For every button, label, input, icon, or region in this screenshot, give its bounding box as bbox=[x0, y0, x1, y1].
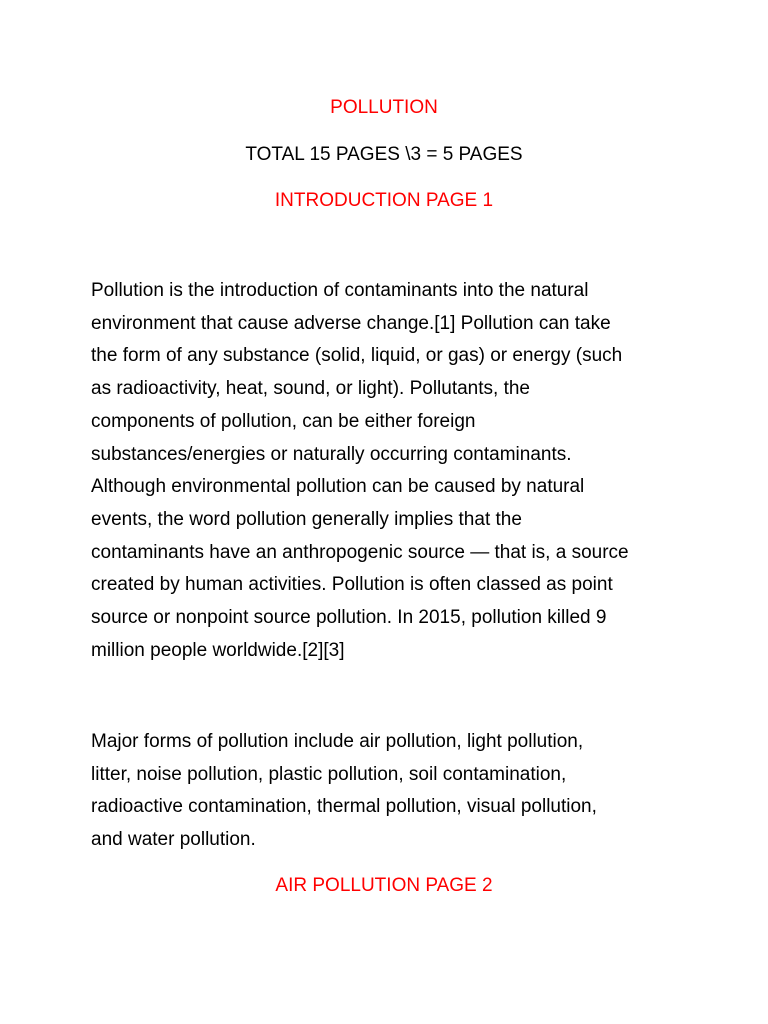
section-heading-air-pollution: AIR POLLUTION PAGE 2 bbox=[275, 875, 493, 896]
paragraph-line: litter, noise pollution, plastic pollution, soil contamination, bbox=[91, 763, 567, 785]
major-forms-paragraph bbox=[91, 726, 681, 857]
paragraph-line: components of pollution, can be either foreign bbox=[91, 410, 476, 432]
paragraph-line: events, the word pollution generally implies that the bbox=[91, 508, 522, 530]
paragraph-line: Pollution is the introduction of contaminants into the natural bbox=[91, 280, 589, 301]
paragraph-line: Major forms of pollution include air pollution, light pollution, bbox=[91, 731, 584, 752]
paragraph-line: Although environmental pollution can be caused by natural bbox=[91, 476, 585, 498]
paragraph-line: as radioactivity, heat, sound, or light). Pollutants, the bbox=[91, 378, 530, 400]
document-title: POLLUTION bbox=[330, 97, 438, 118]
paragraph-line: created by human activities. Pollution is often classed as point bbox=[91, 574, 613, 596]
paragraph-line: environment that cause adverse change.[1] Pollution can take bbox=[91, 312, 611, 334]
paragraph-line: million people worldwide.[2][3] bbox=[91, 639, 345, 661]
paragraph-line: contaminants have an anthropogenic source — that is, a source bbox=[91, 541, 629, 563]
paragraph-line: radioactive contamination, thermal pollution, visual pollution, bbox=[91, 796, 597, 818]
intro-paragraph bbox=[91, 275, 681, 667]
paragraph-line: and water pollution. bbox=[91, 829, 256, 851]
total-pages-note: TOTAL 15 PAGES \3 = 5 PAGES bbox=[245, 144, 523, 165]
section-heading-introduction: INTRODUCTION PAGE 1 bbox=[274, 190, 494, 211]
paragraph-line: substances/energies or naturally occurring contaminants. bbox=[91, 443, 572, 465]
paragraph-line: source or nonpoint source pollution. In 2015, pollution killed 9 bbox=[91, 607, 607, 629]
paragraph-line: the form of any substance (solid, liquid, or gas) or energy (such bbox=[91, 345, 623, 367]
